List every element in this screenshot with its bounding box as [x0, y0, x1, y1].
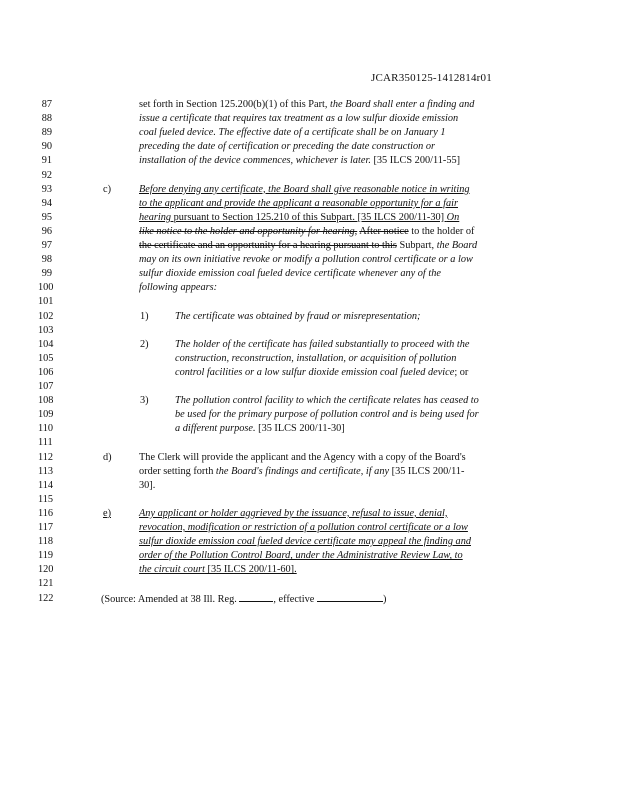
- document-line: [0, 112, 619, 126]
- document-line: [0, 169, 619, 183]
- text-segment: be used for the primary purpose of pollution control and is being used for: [175, 409, 479, 421]
- document-line: [0, 577, 619, 591]
- document-line: [0, 239, 619, 253]
- line-number: 96: [41, 225, 52, 237]
- line-text: [139, 183, 470, 197]
- text-segment: coal fueled device. The effective date of a certificate shall be on January 1: [139, 127, 446, 139]
- text-segment: order setting forth: [139, 465, 216, 477]
- fill-in-blank: [239, 592, 273, 602]
- document-line: [0, 394, 619, 408]
- line-number: 91: [41, 155, 52, 167]
- document-line: [0, 352, 619, 366]
- document-line: [0, 197, 619, 211]
- text-segment: ): [382, 593, 387, 605]
- line-number: 100: [38, 282, 54, 294]
- line-number: 89: [41, 127, 52, 139]
- document-line: [0, 211, 619, 225]
- line-text: [139, 98, 474, 112]
- text-segment: On: [446, 211, 460, 223]
- subsection-label: 3): [140, 395, 149, 407]
- line-text: [175, 352, 456, 366]
- subsection-label: d): [103, 451, 112, 463]
- text-segment: the circuit court: [139, 564, 205, 576]
- document-line: [0, 366, 619, 380]
- line-text: [139, 211, 459, 225]
- line-number: 93: [41, 183, 52, 195]
- line-text: [175, 310, 420, 324]
- text-segment: may on its own initiative revoke or modify a pollution control certificate or a low: [139, 254, 473, 266]
- line-number: 112: [38, 451, 54, 463]
- document-line: [0, 592, 619, 606]
- text-segment: installation of the device commences, whichever is later.: [139, 155, 371, 167]
- document-line: [0, 493, 619, 507]
- text-segment: preceding the date of certification or preceding the date construction or: [139, 141, 436, 153]
- text-segment: the Board's findings and certificate, if any: [215, 465, 390, 477]
- text-segment: [35 ILCS 200/11-55]: [370, 155, 461, 167]
- text-segment: [35 ILCS 200/11-30]: [255, 423, 345, 435]
- line-number: 92: [41, 169, 52, 181]
- text-segment: a different purpose.: [175, 423, 256, 435]
- text-segment: sulfur dioxide emission coal fueled device certificate whenever any of the: [139, 268, 441, 280]
- text-segment: revocation, modification or restriction of a pollution control certificate or a low: [139, 522, 468, 533]
- line-number: 103: [38, 324, 54, 336]
- line-number: 94: [41, 197, 52, 209]
- document-line: [0, 436, 619, 450]
- line-number: 110: [38, 423, 54, 435]
- line-number: 106: [38, 366, 54, 378]
- line-text: [139, 112, 458, 126]
- text-segment: , effective: [273, 593, 317, 605]
- line-text: [139, 507, 447, 521]
- line-number: 118: [38, 536, 54, 548]
- document-line: [0, 310, 619, 324]
- document-line: [0, 140, 619, 154]
- line-number: 90: [41, 141, 52, 153]
- line-text: [175, 394, 479, 408]
- text-segment: construction, reconstruction, installation, or acquisition of pollution: [175, 352, 457, 364]
- line-text: [175, 338, 469, 352]
- line-text: [175, 422, 345, 436]
- subsection-label: c): [103, 183, 111, 195]
- line-text: [139, 239, 477, 253]
- text-segment: Any applicant or holder aggrieved by the issuance, refusal to issue, denial,: [139, 507, 448, 519]
- document-line: [0, 338, 619, 352]
- line-number: 95: [41, 211, 52, 223]
- text-segment: issue a certificate that requires tax treatment as a low sulfur dioxide emission: [139, 113, 459, 125]
- line-number: 121: [38, 578, 54, 590]
- line-text: [139, 549, 463, 563]
- document-line: [0, 507, 619, 521]
- text-segment: ; or: [454, 366, 469, 378]
- text-segment: The pollution control facility to which the certificate relates has ceased to: [175, 395, 479, 407]
- text-segment: Subpart,: [396, 240, 437, 251]
- text-segment: pursuant to Section 125.210 of this Subpart. [35 ILCS 200/11-30]: [171, 211, 447, 223]
- document-line: [0, 422, 619, 436]
- line-number: 111: [38, 437, 53, 449]
- line-text: [175, 408, 479, 422]
- line-number: 104: [38, 338, 54, 350]
- line-number: 98: [41, 254, 52, 266]
- line-number: 99: [41, 268, 52, 280]
- document-line: [0, 549, 619, 563]
- text-segment: [35 ILCS 200/11-60].: [204, 564, 297, 576]
- subsection-label: e): [103, 507, 111, 519]
- line-number: 107: [38, 381, 54, 392]
- document-line: [0, 225, 619, 239]
- line-text: [139, 535, 471, 549]
- document-line: [0, 408, 619, 422]
- line-number: 113: [38, 465, 54, 477]
- text-segment: order of the Pollution Control Board, under the Administrative Review Law, to: [139, 550, 463, 562]
- text-segment: the Board shall enter a finding and: [330, 99, 475, 110]
- line-text: [175, 366, 468, 380]
- text-segment: to the holder of: [408, 225, 475, 237]
- text-segment: The certificate was obtained by fraud or misrepresentation;: [175, 310, 421, 322]
- document-line: [0, 295, 619, 309]
- text-segment: hearing: [139, 211, 172, 223]
- document-line: [0, 380, 619, 394]
- line-number: 119: [38, 550, 54, 562]
- line-number: 102: [38, 310, 54, 322]
- line-number: 108: [38, 395, 54, 407]
- text-segment: the Board: [436, 240, 478, 251]
- text-segment: sulfur dioxide emission coal fueled device certificate may appeal the finding and: [139, 536, 471, 548]
- document-line: [0, 253, 619, 267]
- line-number: 109: [38, 409, 54, 421]
- document-line: [0, 126, 619, 140]
- line-text: [139, 465, 464, 479]
- line-number: 105: [38, 352, 54, 364]
- document-line: [0, 521, 619, 535]
- document-line: [0, 98, 619, 112]
- text-segment: to the applicant and provide the applicant a reasonable opportunity for a fair: [139, 197, 458, 209]
- text-segment: Before denying any certificate, the Board shall give reasonable notice in writing: [139, 183, 470, 195]
- line-number: 88: [41, 113, 52, 125]
- line-text: [139, 140, 435, 154]
- line-number: 97: [41, 240, 52, 251]
- document-line: [0, 183, 619, 197]
- text-segment: The holder of the certificate has failed substantially to proceed with the: [175, 338, 470, 350]
- document-line: [0, 479, 619, 493]
- line-text: [139, 267, 441, 281]
- line-number: 117: [38, 522, 54, 533]
- text-segment: [35 ILCS 200/11-: [389, 465, 465, 477]
- document-line: [0, 465, 619, 479]
- line-text: [139, 154, 460, 168]
- line-number: 116: [38, 507, 54, 519]
- line-number: 120: [38, 564, 54, 576]
- line-text: [139, 225, 474, 239]
- line-text: [139, 521, 468, 535]
- text-segment: (Source: Amended at 38 Ill. Reg.: [101, 593, 240, 605]
- document-line: [0, 563, 619, 577]
- line-text: [139, 253, 473, 267]
- document-line: [0, 324, 619, 338]
- line-text: [139, 563, 297, 577]
- document-id-header: JCAR350125-1412814r01: [371, 72, 492, 84]
- line-number: 101: [38, 296, 54, 308]
- line-text: [139, 451, 466, 465]
- document-line: [0, 535, 619, 549]
- text-segment: the certificate and an opportunity for a hearing pursuant to this: [139, 240, 397, 251]
- document-line: [0, 267, 619, 281]
- text-segment: control facilities or a low sulfur dioxide emission coal fueled device: [175, 366, 455, 378]
- line-text: [139, 197, 458, 211]
- line-number: 122: [38, 592, 54, 604]
- document-line: [0, 154, 619, 168]
- subsection-label: 2): [140, 338, 149, 350]
- fill-in-blank: [317, 592, 383, 602]
- line-text: [101, 592, 386, 607]
- line-number: 87: [41, 99, 52, 110]
- text-segment: 30].: [139, 479, 156, 491]
- subsection-label: 1): [140, 310, 149, 322]
- text-segment: set forth in Section 125.200(b)(1) of this Part,: [139, 99, 331, 110]
- text-segment: like notice to the holder and opportunity for hearing,: [139, 225, 358, 237]
- text-segment: The Clerk will provide the applicant and the Agency with a copy of the Board's: [139, 451, 466, 463]
- line-text: [139, 126, 446, 140]
- line-number: 114: [38, 479, 54, 491]
- document-line: [0, 451, 619, 465]
- line-text: [139, 479, 155, 493]
- text-segment: following appears:: [139, 282, 218, 294]
- line-number: 115: [38, 493, 54, 505]
- text-segment: After notice: [359, 225, 409, 237]
- line-text: [139, 281, 217, 295]
- document-line: [0, 281, 619, 295]
